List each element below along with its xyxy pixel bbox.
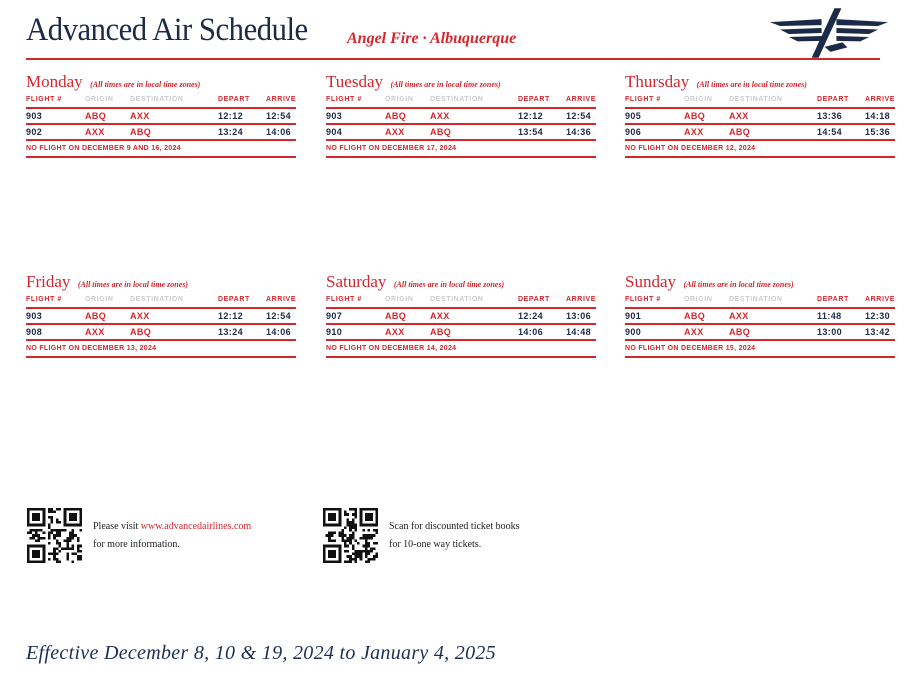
destination-cell: ABQ — [130, 127, 152, 137]
origin-cell: AXX — [684, 127, 704, 137]
destination-cell: AXX — [729, 311, 749, 321]
no-flight-note: NO FLIGHT ON DECEMBER 17, 2024 — [326, 141, 596, 158]
depart-time-cell: 11:48 — [817, 311, 842, 321]
flight-number-cell: 901 — [625, 311, 642, 321]
flight-row — [326, 125, 596, 141]
timezone-note: (All times are in local time zones) — [683, 280, 794, 289]
qr-caption-line2: for 10-one way tickets. — [389, 538, 482, 550]
flight-row — [326, 325, 596, 341]
flight-number-cell: 907 — [326, 311, 343, 321]
no-flight-note: NO FLIGHT ON DECEMBER 14, 2024 — [326, 341, 596, 358]
timezone-note: (All times are in local time zones) — [696, 80, 807, 89]
header-divider — [26, 58, 880, 60]
effective-dates: Effective December 8, 10 & 19, 2024 to January 4, 2025 — [26, 642, 496, 664]
destination-cell: ABQ — [430, 327, 452, 337]
qr-caption-line1: Scan for discounted ticket books — [389, 521, 520, 532]
no-flight-note: NO FLIGHT ON DECEMBER 15, 2024 — [625, 341, 895, 358]
col-header-origin: ORIGIN — [85, 96, 114, 103]
flight-row — [625, 309, 895, 325]
depart-time-cell: 14:54 — [817, 127, 843, 137]
day-header — [26, 272, 296, 292]
depart-time-cell: 14:06 — [518, 327, 544, 337]
arrive-time-cell: 12:54 — [266, 111, 292, 121]
col-header-arrive: ARRIVE — [266, 296, 297, 303]
qr-caption-website — [93, 518, 251, 553]
arrive-time-cell: 15:36 — [865, 127, 891, 137]
origin-cell: AXX — [85, 327, 105, 337]
qr-block-tickets — [323, 508, 520, 563]
col-header-destination: DESTINATION — [729, 96, 783, 103]
arrive-time-cell: 12:30 — [865, 311, 891, 321]
flight-row — [26, 125, 296, 141]
destination-cell: AXX — [430, 311, 450, 321]
depart-time-cell: 12:12 — [218, 311, 244, 321]
origin-cell: AXX — [684, 327, 704, 337]
arrive-time-cell: 14:36 — [566, 127, 592, 137]
flight-row — [326, 109, 596, 125]
flight-number-cell: 900 — [625, 327, 642, 337]
col-header-origin: ORIGIN — [684, 96, 713, 103]
arrive-time-cell: 12:54 — [566, 111, 592, 121]
depart-time-cell: 12:12 — [518, 111, 544, 121]
col-header-flight: FLIGHT # — [26, 96, 62, 103]
day-header — [625, 272, 895, 292]
destination-cell: AXX — [130, 111, 150, 121]
col-header-flight: FLIGHT # — [625, 96, 661, 103]
depart-time-cell: 13:24 — [218, 327, 244, 337]
flight-number-cell: 902 — [26, 127, 43, 137]
depart-time-cell: 13:54 — [518, 127, 544, 137]
table-header-row — [625, 92, 895, 109]
flight-row — [625, 325, 895, 341]
destination-cell: ABQ — [130, 327, 152, 337]
col-header-flight: FLIGHT # — [26, 296, 62, 303]
flight-row — [326, 309, 596, 325]
flight-row — [26, 309, 296, 325]
col-header-flight: FLIGHT # — [326, 96, 362, 103]
arrive-time-cell: 14:48 — [566, 327, 592, 337]
flight-row — [26, 325, 296, 341]
timezone-note: (All times are in local time zones) — [393, 280, 505, 289]
depart-time-cell: 13:24 — [218, 127, 244, 137]
qr-caption-tickets — [389, 518, 520, 553]
website-link[interactable]: www.advancedairlines.com — [140, 521, 252, 532]
timezone-note: (All times are in local time zones) — [390, 80, 501, 89]
origin-cell: ABQ — [684, 311, 706, 321]
arrive-time-cell: 14:06 — [266, 327, 292, 337]
flight-number-cell: 905 — [625, 111, 642, 121]
destination-cell: ABQ — [729, 327, 751, 337]
depart-time-cell: 13:36 — [817, 111, 843, 121]
qr-caption-line1 — [93, 518, 251, 536]
col-header-origin: ORIGIN — [385, 296, 414, 303]
col-header-depart: DEPART — [518, 96, 550, 103]
col-header-destination: DESTINATION — [130, 96, 184, 103]
day-section-tuesday — [326, 72, 596, 158]
day-header — [326, 272, 596, 292]
col-header-origin: ORIGIN — [385, 96, 414, 103]
origin-cell: ABQ — [385, 111, 407, 121]
day-title: Tuesday — [326, 72, 383, 91]
no-flight-note: NO FLIGHT ON DECEMBER 9 AND 16, 2024 — [26, 141, 296, 158]
page-title: Advanced Air Schedule — [26, 12, 308, 48]
col-header-arrive: ARRIVE — [865, 296, 896, 303]
flight-row — [625, 125, 895, 141]
col-header-destination: DESTINATION — [130, 296, 184, 303]
no-flight-note: NO FLIGHT ON DECEMBER 12, 2024 — [625, 141, 895, 158]
col-header-destination: DESTINATION — [729, 296, 783, 303]
arrive-time-cell: 12:54 — [266, 311, 292, 321]
winged-a-logo-icon — [768, 8, 890, 58]
qr-caption-prefix: Please visit — [93, 521, 141, 532]
day-title: Friday — [26, 272, 71, 291]
table-header-row — [26, 292, 296, 309]
destination-cell: AXX — [430, 111, 450, 121]
depart-time-cell: 12:24 — [518, 311, 544, 321]
col-header-flight: FLIGHT # — [625, 296, 661, 303]
flight-number-cell: 904 — [326, 127, 343, 137]
col-header-depart: DEPART — [218, 296, 250, 303]
table-header-row — [625, 292, 895, 309]
origin-cell: AXX — [385, 127, 405, 137]
no-flight-note: NO FLIGHT ON DECEMBER 13, 2024 — [26, 341, 296, 358]
col-header-arrive: ARRIVE — [266, 96, 297, 103]
col-header-destination: DESTINATION — [430, 296, 484, 303]
qr-code-tickets-icon — [323, 508, 378, 563]
airline-logo — [768, 8, 890, 63]
origin-cell: ABQ — [85, 111, 107, 121]
flight-number-cell: 903 — [326, 111, 343, 121]
origin-cell: AXX — [385, 327, 405, 337]
table-header-row — [26, 92, 296, 109]
flight-number-cell: 910 — [326, 327, 343, 337]
col-header-depart: DEPART — [218, 96, 250, 103]
qr-code-website-icon — [27, 508, 82, 563]
qr-caption-line2: for more information. — [93, 538, 180, 550]
depart-time-cell: 13:00 — [817, 327, 843, 337]
arrive-time-cell: 13:42 — [865, 327, 891, 337]
table-header-row — [326, 92, 596, 109]
arrive-time-cell: 14:18 — [865, 111, 891, 121]
day-section-monday — [26, 72, 296, 158]
flight-number-cell: 908 — [26, 327, 43, 337]
flight-row — [26, 109, 296, 125]
table-header-row — [326, 292, 596, 309]
qr-block-website — [27, 508, 251, 563]
depart-time-cell: 12:12 — [218, 111, 244, 121]
origin-cell: ABQ — [385, 311, 407, 321]
day-section-thursday — [625, 72, 895, 158]
arrive-time-cell: 14:06 — [266, 127, 292, 137]
origin-cell: AXX — [85, 127, 105, 137]
day-section-friday — [26, 272, 296, 358]
destination-cell: AXX — [130, 311, 150, 321]
day-header — [26, 72, 296, 92]
origin-cell: ABQ — [85, 311, 107, 321]
day-section-saturday — [326, 272, 596, 358]
col-header-depart: DEPART — [817, 96, 849, 103]
route-subtitle: Angel Fire · Albuquerque — [347, 30, 517, 47]
col-header-origin: ORIGIN — [684, 296, 713, 303]
col-header-flight: FLIGHT # — [326, 296, 362, 303]
flight-number-cell: 903 — [26, 311, 43, 321]
destination-cell: ABQ — [729, 127, 751, 137]
destination-cell: ABQ — [430, 127, 452, 137]
timezone-note: (All times are in local time zones) — [77, 280, 189, 289]
origin-cell: ABQ — [684, 111, 706, 121]
col-header-depart: DEPART — [817, 296, 849, 303]
col-header-arrive: ARRIVE — [566, 96, 597, 103]
day-title: Saturday — [326, 272, 387, 291]
col-header-origin: ORIGIN — [85, 296, 114, 303]
destination-cell: AXX — [729, 111, 749, 121]
flight-row — [625, 109, 895, 125]
day-header — [326, 72, 596, 92]
day-title: Thursday — [625, 72, 690, 91]
day-title: Monday — [26, 72, 83, 91]
col-header-depart: DEPART — [518, 296, 550, 303]
day-title: Sunday — [625, 272, 676, 291]
flight-number-cell: 906 — [625, 127, 642, 137]
arrive-time-cell: 13:06 — [566, 311, 592, 321]
day-header — [625, 72, 895, 92]
col-header-destination: DESTINATION — [430, 96, 484, 103]
col-header-arrive: ARRIVE — [566, 296, 597, 303]
day-section-sunday — [625, 272, 895, 358]
col-header-arrive: ARRIVE — [865, 96, 896, 103]
timezone-note: (All times are in local time zones) — [90, 80, 201, 89]
flight-number-cell: 903 — [26, 111, 43, 121]
